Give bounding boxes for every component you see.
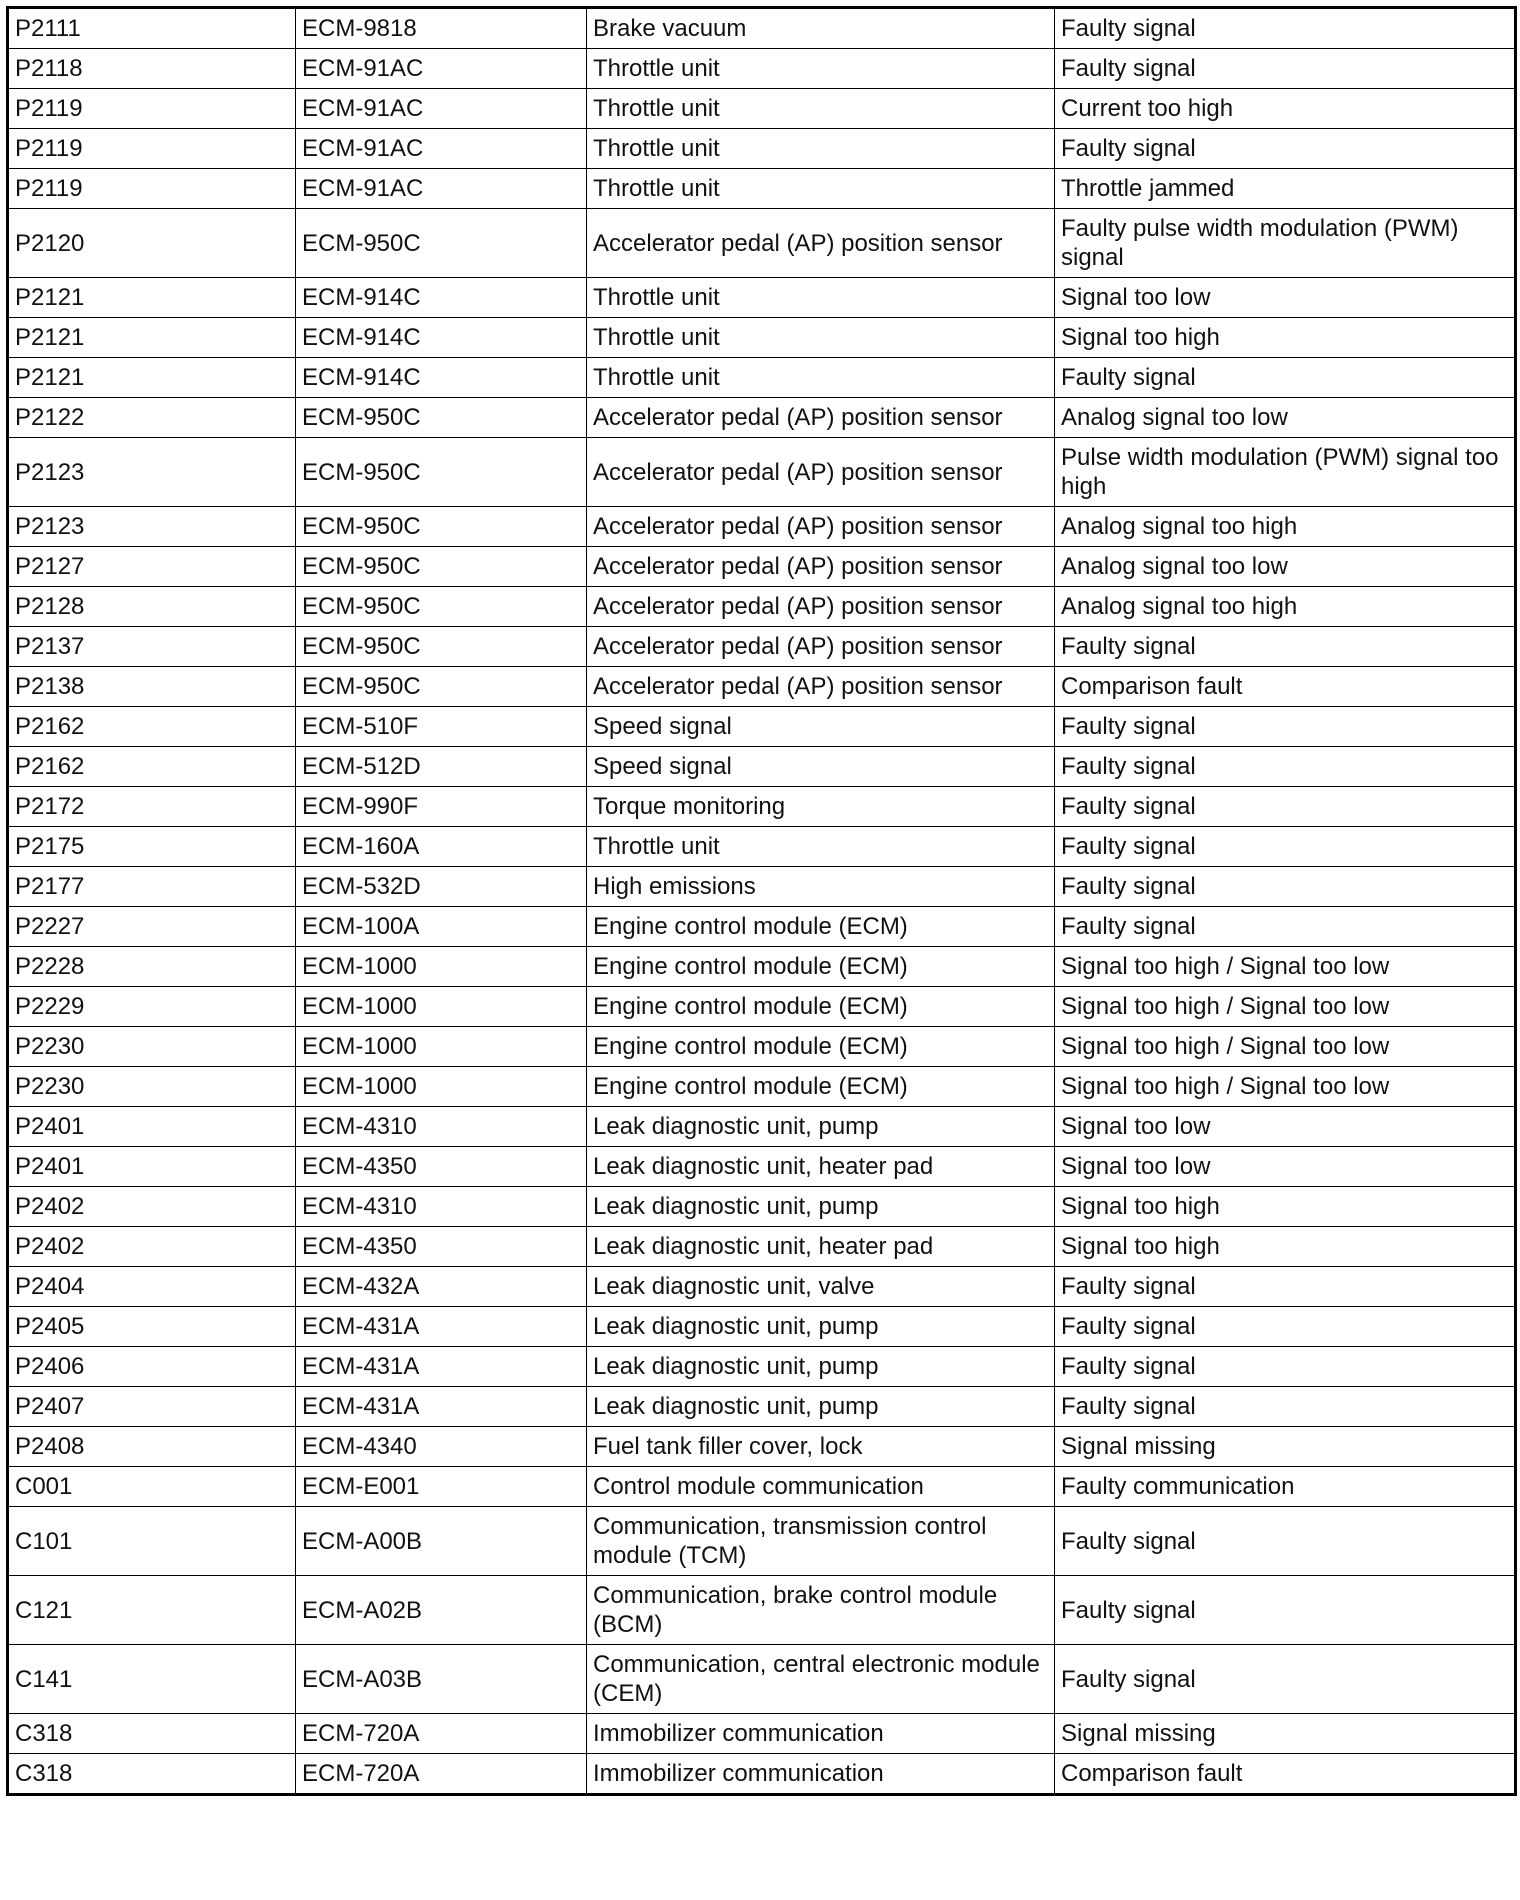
component-cell: Throttle unit: [587, 358, 1055, 398]
dtc-code-cell: P2405: [8, 1307, 296, 1347]
component-cell: Engine control module (ECM): [587, 1067, 1055, 1107]
component-id-cell: ECM-1000: [296, 1067, 587, 1107]
component-cell: Leak diagnostic unit, pump: [587, 1387, 1055, 1427]
dtc-code-cell: C101: [8, 1507, 296, 1576]
component-id-cell: ECM-A00B: [296, 1507, 587, 1576]
component-id-cell: ECM-160A: [296, 827, 587, 867]
fault-type-cell: Analog signal too low: [1055, 547, 1516, 587]
dtc-code-cell: P2177: [8, 867, 296, 907]
dtc-code-cell: P2138: [8, 667, 296, 707]
component-cell: Throttle unit: [587, 129, 1055, 169]
component-cell: Accelerator pedal (AP) position sensor: [587, 667, 1055, 707]
dtc-code-cell: P2402: [8, 1187, 296, 1227]
component-id-cell: ECM-510F: [296, 707, 587, 747]
fault-type-cell: Faulty signal: [1055, 707, 1516, 747]
table-row: [8, 1107, 1516, 1147]
fault-type-cell: Faulty signal: [1055, 627, 1516, 667]
dtc-code-cell: P2122: [8, 398, 296, 438]
component-id-cell: ECM-950C: [296, 667, 587, 707]
fault-type-cell: Signal missing: [1055, 1427, 1516, 1467]
dtc-code-cell: P2123: [8, 438, 296, 507]
component-cell: Communication, brake control module (BCM): [587, 1576, 1055, 1645]
component-cell: Accelerator pedal (AP) position sensor: [587, 438, 1055, 507]
table-row: [8, 398, 1516, 438]
dtc-code-cell: C318: [8, 1754, 296, 1795]
component-cell: Communication, transmission control module (TCM): [587, 1507, 1055, 1576]
component-id-cell: ECM-431A: [296, 1307, 587, 1347]
table-row: [8, 89, 1516, 129]
component-cell: Leak diagnostic unit, pump: [587, 1307, 1055, 1347]
component-cell: Throttle unit: [587, 827, 1055, 867]
component-id-cell: ECM-950C: [296, 587, 587, 627]
fault-type-cell: Throttle jammed: [1055, 169, 1516, 209]
component-id-cell: ECM-432A: [296, 1267, 587, 1307]
component-cell: Engine control module (ECM): [587, 1027, 1055, 1067]
component-id-cell: ECM-950C: [296, 209, 587, 278]
table-row: [8, 358, 1516, 398]
dtc-code-cell: P2118: [8, 49, 296, 89]
dtc-code-cell: P2128: [8, 587, 296, 627]
component-id-cell: ECM-A02B: [296, 1576, 587, 1645]
dtc-code-cell: P2407: [8, 1387, 296, 1427]
component-cell: Accelerator pedal (AP) position sensor: [587, 627, 1055, 667]
component-cell: Speed signal: [587, 747, 1055, 787]
component-cell: Throttle unit: [587, 318, 1055, 358]
fault-type-cell: Analog signal too low: [1055, 398, 1516, 438]
fault-type-cell: Faulty signal: [1055, 49, 1516, 89]
fault-type-cell: Faulty signal: [1055, 1507, 1516, 1576]
component-cell: Accelerator pedal (AP) position sensor: [587, 547, 1055, 587]
table-row: [8, 438, 1516, 507]
table-row: [8, 947, 1516, 987]
dtc-code-cell: C141: [8, 1645, 296, 1714]
table-row: [8, 1147, 1516, 1187]
component-id-cell: ECM-1000: [296, 1027, 587, 1067]
component-cell: Engine control module (ECM): [587, 947, 1055, 987]
table-row: [8, 1307, 1516, 1347]
component-cell: Leak diagnostic unit, heater pad: [587, 1227, 1055, 1267]
fault-type-cell: Faulty signal: [1055, 1307, 1516, 1347]
component-id-cell: ECM-720A: [296, 1714, 587, 1754]
component-cell: Leak diagnostic unit, heater pad: [587, 1147, 1055, 1187]
table-row: [8, 1645, 1516, 1714]
component-id-cell: ECM-4350: [296, 1147, 587, 1187]
fault-type-cell: Faulty signal: [1055, 787, 1516, 827]
table-row: [8, 1187, 1516, 1227]
fault-type-cell: Signal too high / Signal too low: [1055, 947, 1516, 987]
component-id-cell: ECM-4310: [296, 1187, 587, 1227]
dtc-code-cell: P2175: [8, 827, 296, 867]
dtc-code-cell: P2119: [8, 129, 296, 169]
component-cell: Engine control module (ECM): [587, 987, 1055, 1027]
fault-type-cell: Signal too low: [1055, 1107, 1516, 1147]
table-row: [8, 1227, 1516, 1267]
component-cell: Brake vacuum: [587, 8, 1055, 49]
component-cell: Leak diagnostic unit, valve: [587, 1267, 1055, 1307]
component-id-cell: ECM-4310: [296, 1107, 587, 1147]
component-id-cell: ECM-512D: [296, 747, 587, 787]
table-row: [8, 1387, 1516, 1427]
component-id-cell: ECM-914C: [296, 278, 587, 318]
component-id-cell: ECM-E001: [296, 1467, 587, 1507]
component-id-cell: ECM-914C: [296, 358, 587, 398]
component-cell: Leak diagnostic unit, pump: [587, 1347, 1055, 1387]
table-row: [8, 707, 1516, 747]
fault-type-cell: Analog signal too high: [1055, 507, 1516, 547]
table-row: [8, 747, 1516, 787]
component-cell: Immobilizer communication: [587, 1754, 1055, 1795]
dtc-code-cell: P2404: [8, 1267, 296, 1307]
table-row: [8, 1467, 1516, 1507]
component-cell: Accelerator pedal (AP) position sensor: [587, 398, 1055, 438]
fault-type-cell: Signal too high / Signal too low: [1055, 987, 1516, 1027]
fault-type-cell: Signal too low: [1055, 278, 1516, 318]
table-row: [8, 547, 1516, 587]
component-cell: Immobilizer communication: [587, 1714, 1055, 1754]
table-row: [8, 49, 1516, 89]
fault-type-cell: Pulse width modulation (PWM) signal too high: [1055, 438, 1516, 507]
component-cell: Torque monitoring: [587, 787, 1055, 827]
table-row: [8, 8, 1516, 49]
component-id-cell: ECM-950C: [296, 507, 587, 547]
table-row: [8, 169, 1516, 209]
fault-type-cell: Signal too high: [1055, 1187, 1516, 1227]
fault-type-cell: Signal too high / Signal too low: [1055, 1067, 1516, 1107]
table-row: [8, 1754, 1516, 1795]
component-id-cell: ECM-100A: [296, 907, 587, 947]
component-id-cell: ECM-91AC: [296, 89, 587, 129]
fault-type-cell: Faulty communication: [1055, 1467, 1516, 1507]
table-row: [8, 987, 1516, 1027]
component-id-cell: ECM-720A: [296, 1754, 587, 1795]
dtc-code-cell: P2228: [8, 947, 296, 987]
component-cell: Engine control module (ECM): [587, 907, 1055, 947]
dtc-code-cell: P2406: [8, 1347, 296, 1387]
component-cell: Accelerator pedal (AP) position sensor: [587, 209, 1055, 278]
component-id-cell: ECM-431A: [296, 1387, 587, 1427]
table-row: [8, 1576, 1516, 1645]
component-cell: Fuel tank filler cover, lock: [587, 1427, 1055, 1467]
component-id-cell: ECM-950C: [296, 398, 587, 438]
fault-type-cell: Signal too low: [1055, 1147, 1516, 1187]
component-id-cell: ECM-914C: [296, 318, 587, 358]
component-id-cell: ECM-4350: [296, 1227, 587, 1267]
table-row: [8, 627, 1516, 667]
dtc-code-cell: P2137: [8, 627, 296, 667]
table-row: [8, 507, 1516, 547]
component-cell: Throttle unit: [587, 49, 1055, 89]
dtc-code-cell: P2120: [8, 209, 296, 278]
fault-type-cell: Analog signal too high: [1055, 587, 1516, 627]
table-row: [8, 907, 1516, 947]
dtc-code-cell: P2401: [8, 1107, 296, 1147]
component-id-cell: ECM-91AC: [296, 129, 587, 169]
dtc-code-cell: P2121: [8, 358, 296, 398]
dtc-code-cell: P2119: [8, 89, 296, 129]
dtc-table-body: [8, 8, 1516, 1795]
component-id-cell: ECM-950C: [296, 627, 587, 667]
dtc-table: [6, 6, 1517, 1796]
table-row: [8, 1347, 1516, 1387]
component-cell: Accelerator pedal (AP) position sensor: [587, 507, 1055, 547]
table-row: [8, 1507, 1516, 1576]
fault-type-cell: Signal too high: [1055, 318, 1516, 358]
fault-type-cell: Faulty signal: [1055, 747, 1516, 787]
dtc-code-cell: P2172: [8, 787, 296, 827]
fault-type-cell: Faulty signal: [1055, 129, 1516, 169]
dtc-code-cell: P2121: [8, 318, 296, 358]
fault-type-cell: Signal too high / Signal too low: [1055, 1027, 1516, 1067]
table-row: [8, 1267, 1516, 1307]
component-cell: Communication, central electronic module (CEM): [587, 1645, 1055, 1714]
fault-type-cell: Faulty signal: [1055, 1347, 1516, 1387]
component-cell: Speed signal: [587, 707, 1055, 747]
component-cell: Leak diagnostic unit, pump: [587, 1187, 1055, 1227]
dtc-code-cell: P2402: [8, 1227, 296, 1267]
fault-type-cell: Faulty signal: [1055, 1387, 1516, 1427]
fault-type-cell: Faulty signal: [1055, 1267, 1516, 1307]
component-id-cell: ECM-950C: [296, 547, 587, 587]
table-row: [8, 1067, 1516, 1107]
dtc-code-cell: P2121: [8, 278, 296, 318]
table-row: [8, 129, 1516, 169]
table-row: [8, 1714, 1516, 1754]
dtc-code-cell: P2123: [8, 507, 296, 547]
dtc-code-cell: P2230: [8, 1027, 296, 1067]
component-id-cell: ECM-1000: [296, 947, 587, 987]
component-id-cell: ECM-9818: [296, 8, 587, 49]
component-cell: Accelerator pedal (AP) position sensor: [587, 587, 1055, 627]
component-cell: Throttle unit: [587, 278, 1055, 318]
table-row: [8, 867, 1516, 907]
table-row: [8, 1027, 1516, 1067]
dtc-code-cell: P2162: [8, 707, 296, 747]
dtc-code-cell: P2227: [8, 907, 296, 947]
fault-type-cell: Faulty signal: [1055, 8, 1516, 49]
dtc-code-cell: P2119: [8, 169, 296, 209]
fault-type-cell: Current too high: [1055, 89, 1516, 129]
component-id-cell: ECM-91AC: [296, 49, 587, 89]
dtc-code-cell: P2408: [8, 1427, 296, 1467]
dtc-code-cell: P2162: [8, 747, 296, 787]
component-cell: Control module communication: [587, 1467, 1055, 1507]
table-row: [8, 209, 1516, 278]
component-id-cell: ECM-4340: [296, 1427, 587, 1467]
component-id-cell: ECM-532D: [296, 867, 587, 907]
fault-type-cell: Faulty signal: [1055, 907, 1516, 947]
table-row: [8, 1427, 1516, 1467]
table-row: [8, 318, 1516, 358]
fault-type-cell: Comparison fault: [1055, 1754, 1516, 1795]
table-row: [8, 278, 1516, 318]
component-id-cell: ECM-431A: [296, 1347, 587, 1387]
dtc-code-cell: P2230: [8, 1067, 296, 1107]
dtc-code-cell: C001: [8, 1467, 296, 1507]
table-row: [8, 587, 1516, 627]
component-id-cell: ECM-950C: [296, 438, 587, 507]
component-cell: Throttle unit: [587, 169, 1055, 209]
fault-type-cell: Faulty signal: [1055, 1645, 1516, 1714]
table-row: [8, 787, 1516, 827]
fault-type-cell: Signal too high: [1055, 1227, 1516, 1267]
dtc-code-cell: P2111: [8, 8, 296, 49]
dtc-code-cell: P2229: [8, 987, 296, 1027]
dtc-code-cell: C318: [8, 1714, 296, 1754]
component-cell: Leak diagnostic unit, pump: [587, 1107, 1055, 1147]
table-row: [8, 827, 1516, 867]
dtc-code-cell: P2127: [8, 547, 296, 587]
table-row: [8, 667, 1516, 707]
fault-type-cell: Faulty signal: [1055, 1576, 1516, 1645]
component-cell: High emissions: [587, 867, 1055, 907]
component-cell: Throttle unit: [587, 89, 1055, 129]
fault-type-cell: Comparison fault: [1055, 667, 1516, 707]
fault-type-cell: Faulty signal: [1055, 867, 1516, 907]
fault-type-cell: Signal missing: [1055, 1714, 1516, 1754]
dtc-code-cell: P2401: [8, 1147, 296, 1187]
dtc-code-cell: C121: [8, 1576, 296, 1645]
component-id-cell: ECM-A03B: [296, 1645, 587, 1714]
component-id-cell: ECM-1000: [296, 987, 587, 1027]
fault-type-cell: Faulty signal: [1055, 827, 1516, 867]
component-id-cell: ECM-990F: [296, 787, 587, 827]
component-id-cell: ECM-91AC: [296, 169, 587, 209]
fault-type-cell: Faulty signal: [1055, 358, 1516, 398]
fault-type-cell: Faulty pulse width modulation (PWM) signal: [1055, 209, 1516, 278]
